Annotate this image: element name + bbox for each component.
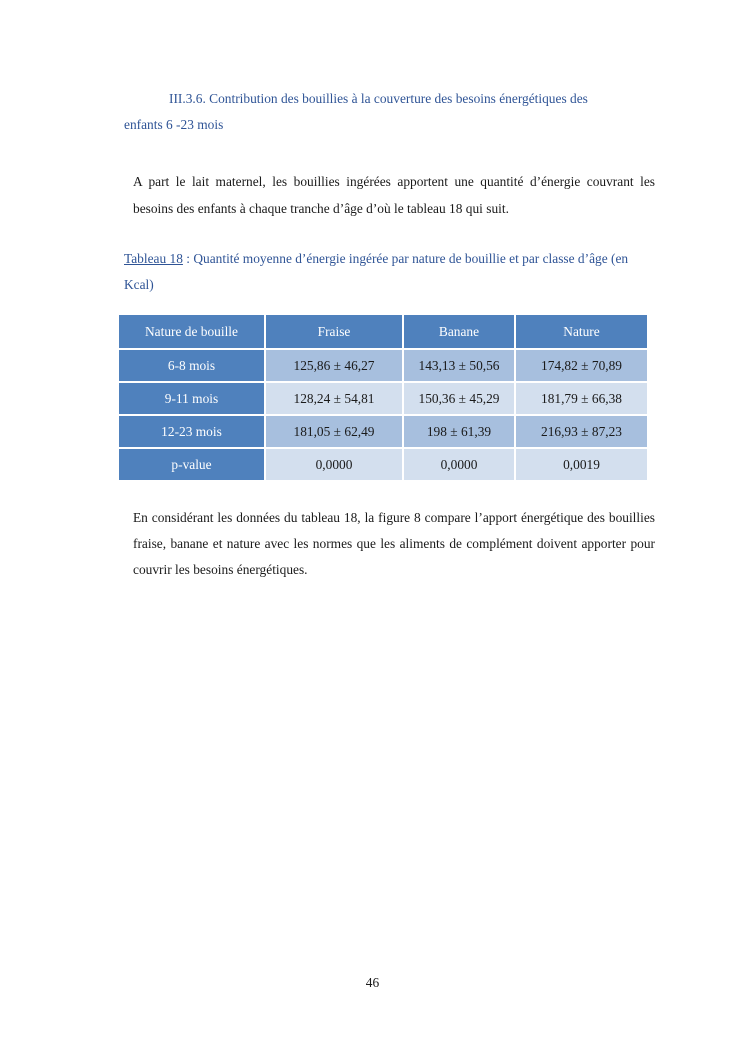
section-heading-line2: enfants 6 -23 mois	[124, 117, 224, 132]
column-header: Banane	[403, 314, 515, 349]
table-cell: 0,0000	[403, 448, 515, 481]
table-row	[118, 415, 648, 448]
section-heading-line1: III.3.6. Contribution des bouillies à la couverture des besoins énergétiques des	[169, 91, 588, 106]
table-cell: 143,13 ± 50,56	[403, 349, 515, 382]
table-cell: 181,79 ± 66,38	[515, 382, 648, 415]
row-header: 6-8 mois	[118, 349, 265, 382]
table-cell: 0,0019	[515, 448, 648, 481]
table-cell: 0,0000	[265, 448, 403, 481]
table-row	[118, 448, 648, 481]
table-cell: 128,24 ± 54,81	[265, 382, 403, 415]
table-row	[118, 382, 648, 415]
energy-table	[117, 313, 649, 482]
conclusion-paragraph: En considérant les données du tableau 18, la figure 8 compare l’apport énergétique des bouillies fraise, banane et nature avec les normes que les aliments de complément doivent apporter pour couvrir les besoins énergétiques.	[133, 510, 655, 577]
table-cell: 174,82 ± 70,89	[515, 349, 648, 382]
table-cell: 150,36 ± 45,29	[403, 382, 515, 415]
table-row	[118, 349, 648, 382]
table-cell: 181,05 ± 62,49	[265, 415, 403, 448]
column-header: Nature	[515, 314, 648, 349]
table-cell: 125,86 ± 46,27	[265, 349, 403, 382]
page-number: 46	[365, 975, 380, 990]
table-cell: 216,93 ± 87,23	[515, 415, 648, 448]
row-header: 12-23 mois	[118, 415, 265, 448]
table-caption-label: Tableau 18	[124, 251, 183, 266]
table-caption	[124, 246, 644, 298]
row-header: 9-11 mois	[118, 382, 265, 415]
table-caption-text: : Quantité moyenne d’énergie ingérée par nature de bouillie et par classe d’âge (en Kcal)	[124, 251, 629, 292]
row-header: p-value	[118, 448, 265, 481]
column-header: Nature de bouille	[118, 314, 265, 349]
column-header: Fraise	[265, 314, 403, 349]
table-cell: 198 ± 61,39	[403, 415, 515, 448]
intro-paragraph: A part le lait maternel, les bouillies ingérées apportent une quantité d’énergie couvrant les besoins des enfants à chaque tranche d’âge d’où le tableau 18 qui suit.	[133, 174, 655, 216]
table-header-row	[118, 314, 648, 349]
section-heading	[124, 86, 644, 138]
